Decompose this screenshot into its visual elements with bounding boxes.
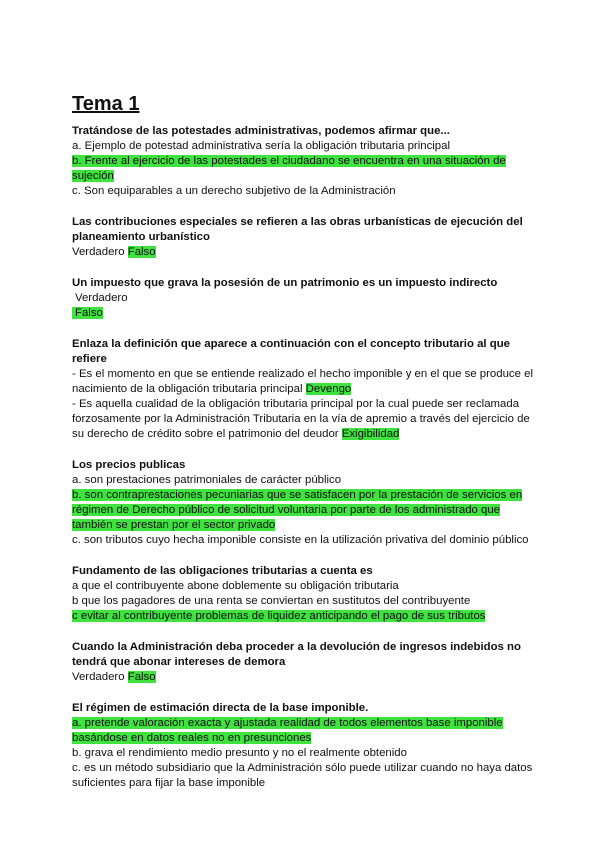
question-1-option-b	[72, 154, 532, 169]
question-6-option-a: a que el contribuyente abone doblemente su obligación tributaria	[72, 580, 399, 592]
question-4-definition-1-cont: nacimiento de la obligación tributaria principal Devengo	[72, 383, 352, 395]
question-2-options	[72, 245, 532, 260]
highlighted-answer: Falso	[127, 671, 156, 683]
question-list	[72, 124, 532, 791]
highlighted-answer: a. pretende valoración exacta y ajustada realidad de todos elementos base imponible	[72, 717, 503, 729]
highlighted-answer: b. son contraprestaciones pecuniarias que se satisfacen por la prestación de servicios en	[72, 489, 523, 501]
question-6-text: Fundamento de las obligaciones tributarias a cuenta es	[72, 565, 373, 577]
question-6-option-c	[72, 609, 532, 624]
highlighted-answer: Exigibilidad	[341, 428, 400, 440]
question-7-options	[72, 670, 532, 685]
highlighted-answer: c evitar al contribuyente problemas de liquidez anticipando el pago de sus tributos	[72, 610, 486, 622]
highlighted-answer: b. Frente al ejercicio de las potestades el ciudadano se encuentra en una situación de	[72, 155, 506, 167]
question-5-option-b-cont	[72, 518, 532, 533]
question-8-option-a-cont	[72, 731, 532, 746]
question-6-option-b: b que los pagadores de una renta se conviertan en sustitutos del contribuyente	[72, 595, 471, 607]
question-4-definition-1: - Es el momento en que se entiende realizado el hecho imponible y en el que se produce el	[72, 368, 533, 380]
page-title: Tema 1	[72, 93, 140, 115]
question-1-text: Tratándose de las potestades administrativas, podemos afirmar que...	[72, 125, 450, 137]
question-5-option-c: c. son tributos cuyo hecha imponible consiste en la utilización privativa del dominio público	[72, 534, 529, 546]
highlighted-answer: también se prestan por el sector privado	[72, 519, 276, 531]
question-3-text: Un impuesto que grava la posesión de un patrimonio es un impuesto indirecto	[72, 277, 498, 289]
highlighted-answer: régimen de Derecho público de solicitud voluntaria por parte de los administrado que	[72, 504, 501, 516]
question-4-definition-2-cont: su derecho de crédito sobre el patrimonio del deudor Exigibilidad	[72, 428, 400, 440]
question-3-option-false	[72, 306, 532, 321]
highlighted-answer: sujeción	[72, 170, 114, 182]
question-8-text: El régimen de estimación directa de la base imponible.	[72, 702, 369, 714]
question-5-option-b	[72, 488, 532, 503]
question-1-option-a: a. Ejemplo de potestad administrativa sería la obligación tributaria principal	[72, 140, 450, 152]
question-3-option-true: Verdadero	[75, 292, 128, 304]
highlighted-answer: Devengo	[305, 383, 352, 395]
highlighted-answer: basándose en datos reales no en presunciones	[72, 732, 312, 744]
question-1-option-c: c. Son equiparables a un derecho subjetivo de la Administración	[72, 185, 396, 197]
question-5-option-a: a. son prestaciones patrimoniales de carácter público	[72, 474, 342, 486]
highlighted-answer: Falso	[72, 307, 103, 319]
question-4-definition-2-cont: forzosamente por la Administración Tributaria en la vía de apremio a través del ejercicio de	[72, 413, 530, 425]
question-5-text: Los precios publicas	[72, 459, 186, 471]
question-8-option-a	[72, 716, 532, 731]
question-1-option-b-cont	[72, 169, 532, 184]
question-4-text: Enlaza la definición que aparece a continuación con el concepto tributario al que refiere	[72, 338, 510, 365]
question-5-option-b-cont	[72, 503, 532, 518]
question-8-option-c: c. es un método subsidiario que la Administración sólo puede utilizar cuando no haya datos	[72, 762, 533, 774]
question-4-definition-2: - Es aquella cualidad de la obligación tributaria principal por la cual puede ser reclamada	[72, 398, 520, 410]
question-2-text: Las contribuciones especiales se refieren a las obras urbanísticas de ejecución del planeamiento urbanístico	[72, 216, 523, 243]
question-8-option-c-cont: suficientes para fijar la base imponible	[72, 777, 266, 789]
option-true: Verdadero	[72, 671, 128, 683]
highlighted-answer: Falso	[127, 246, 156, 258]
question-7-text: Cuando la Administración deba proceder a la devolución de ingresos indebidos no tendrá que abonar intereses de demora	[72, 641, 521, 668]
option-true: Verdadero	[72, 246, 128, 258]
question-8-option-b: b. grava el rendimiento medio presunto y no el realmente obtenido	[72, 747, 407, 759]
